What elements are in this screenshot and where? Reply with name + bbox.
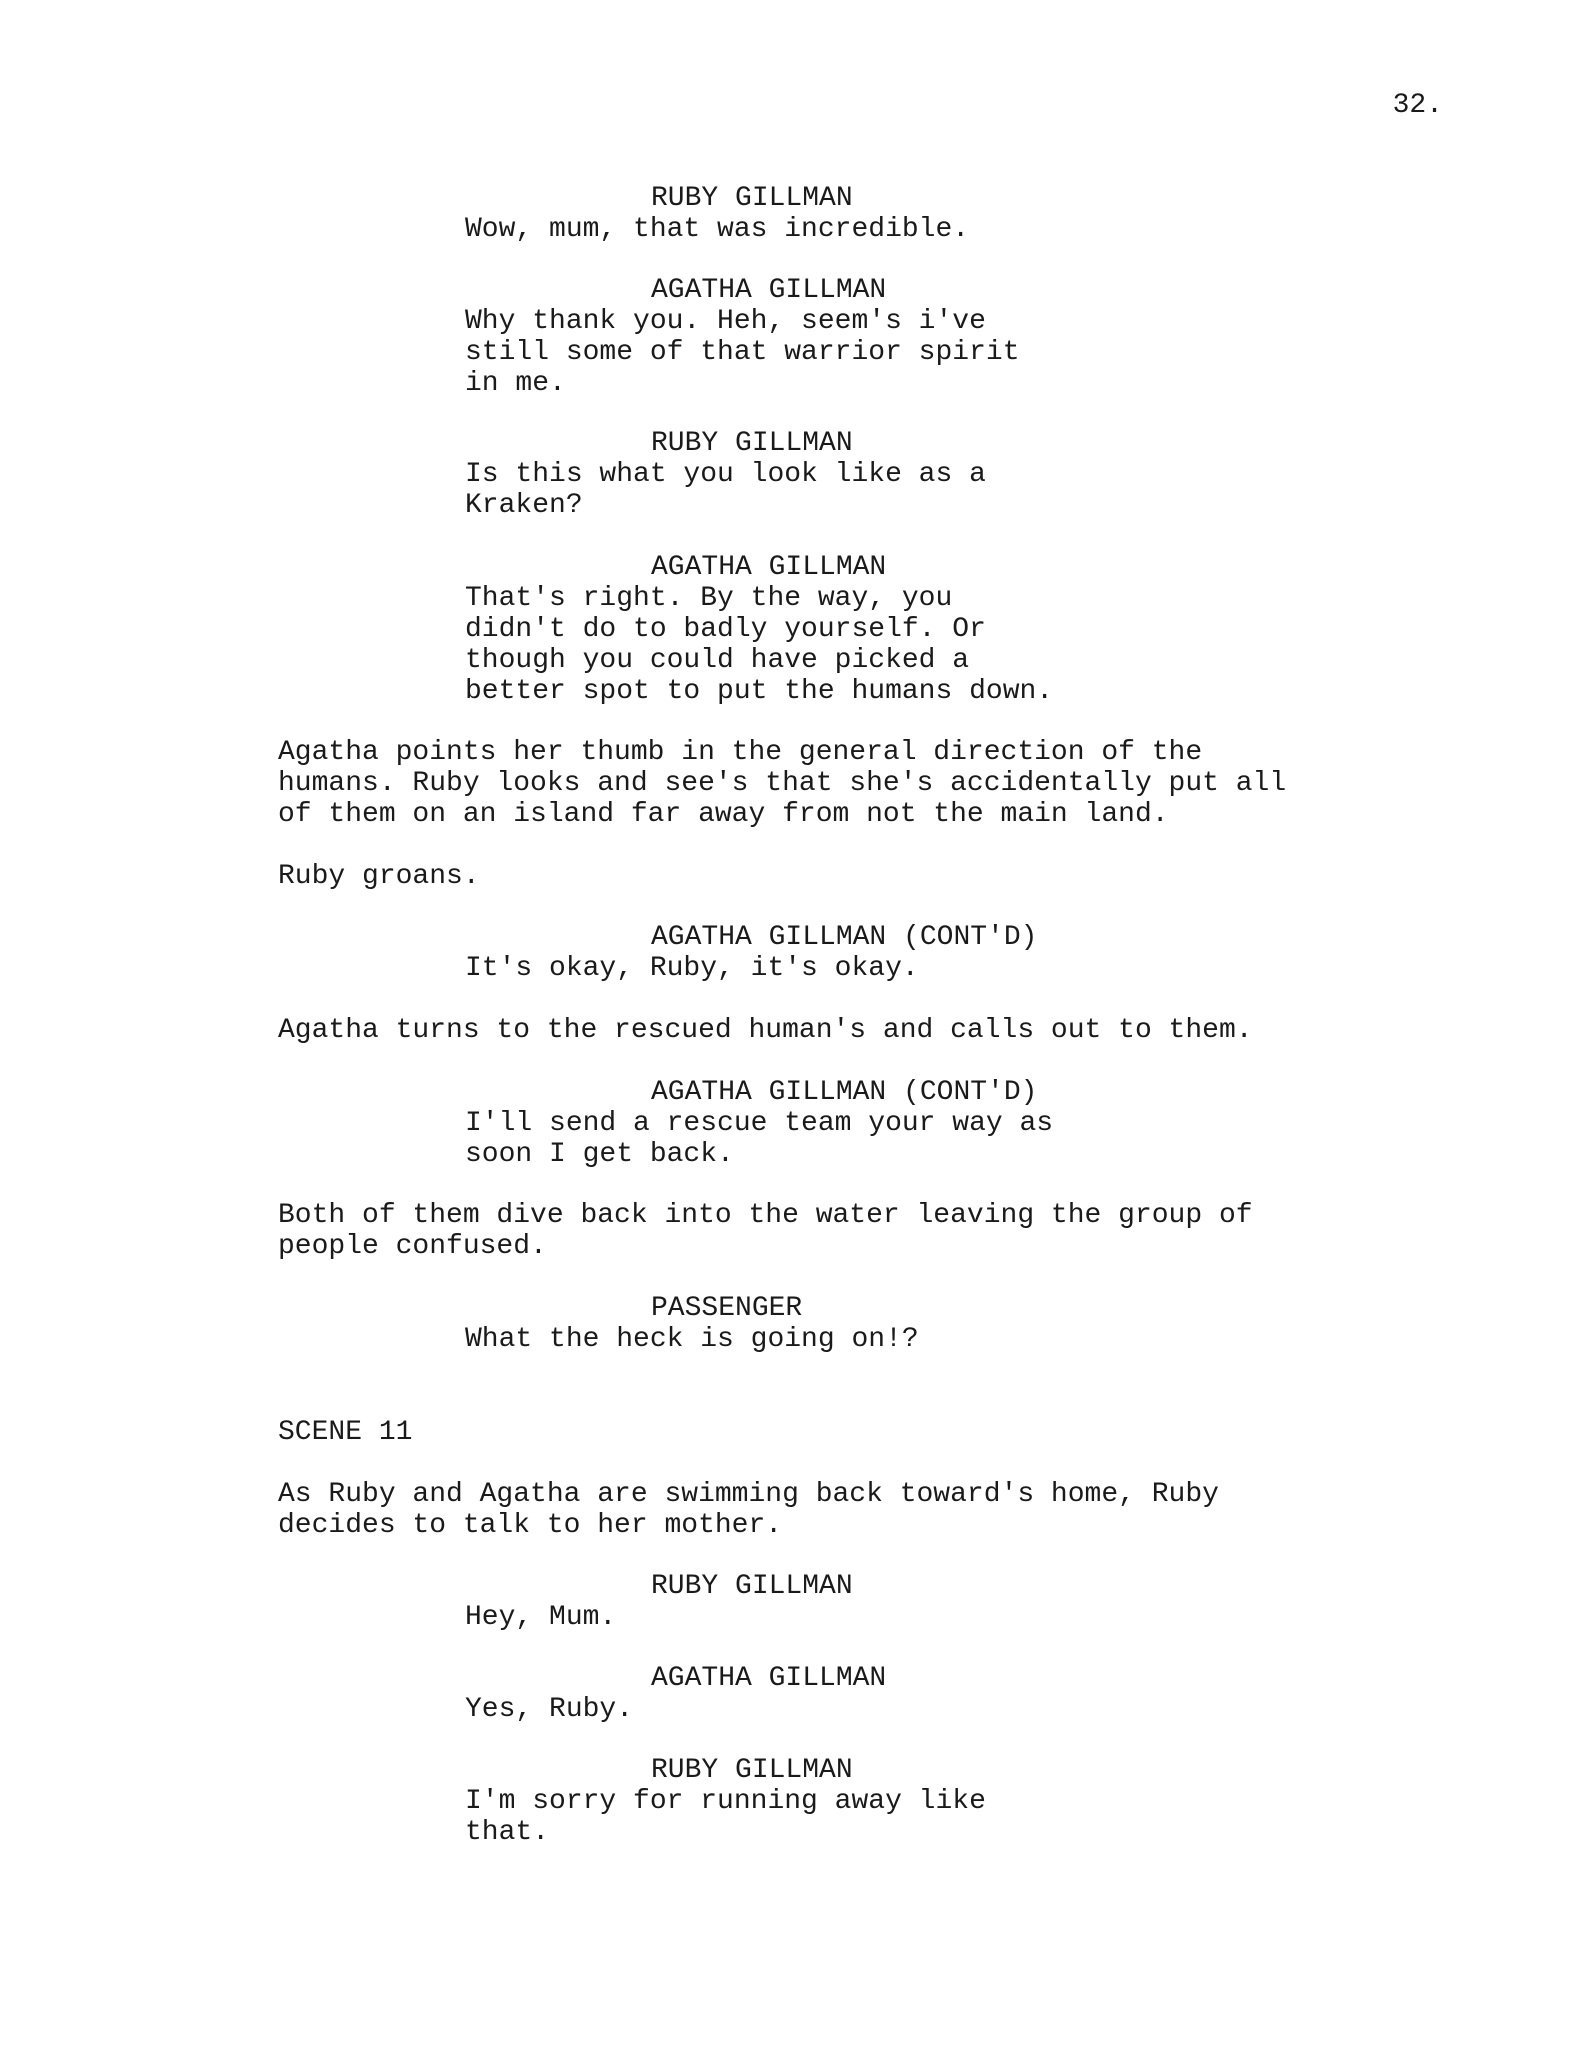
dialogue-line: Why thank you. Heh, seem's i've [465,306,986,337]
action-text [278,1479,1388,1541]
dialogue-text [465,306,1105,399]
dialogue-line: better spot to put the humans down. [465,676,1054,707]
character-name: RUBY GILLMAN [651,183,853,214]
dialogue-line: I'm sorry for running away like [465,1786,986,1817]
action-line: people confused. [278,1231,547,1262]
character-name: AGATHA GILLMAN [651,1663,887,1694]
dialogue-text [465,1602,1105,1633]
dialogue-block [0,275,1583,399]
action-line: Agatha points her thumb in the general direction of the [278,737,1203,768]
action-text [278,1015,1388,1046]
action-text [278,737,1388,830]
action-line: Ruby groans. [278,861,480,892]
action-line: of them on an island far away from not the main land. [278,799,1169,830]
dialogue-line: That's right. By the way, you [465,583,953,614]
dialogue-line: soon I get back. [465,1139,734,1170]
dialogue-line: though you could have picked a [465,645,970,676]
character-name: AGATHA GILLMAN (CONT'D) [651,922,1038,953]
dialogue-block [0,1293,1583,1355]
dialogue-block [0,922,1583,984]
dialogue-line: didn't do to badly yourself. Or [465,614,986,645]
character-name: AGATHA GILLMAN [651,275,887,306]
dialogue-text [465,583,1105,707]
dialogue-line: Yes, Ruby. [465,1694,634,1725]
character-name: AGATHA GILLMAN [651,552,887,583]
dialogue-text [465,1694,1105,1725]
dialogue-block [0,1077,1583,1170]
dialogue-block [0,428,1583,521]
dialogue-text [465,214,1105,245]
scene-heading: SCENE 11 [278,1417,413,1448]
dialogue-line: Kraken? [465,490,583,521]
character-name: RUBY GILLMAN [651,1571,853,1602]
action-line: Agatha turns to the rescued human's and calls out to them. [278,1015,1253,1046]
dialogue-block [0,1571,1583,1633]
dialogue-line: Wow, mum, that was incredible. [465,214,970,245]
action-block [0,861,1583,892]
action-line: humans. Ruby looks and see's that she's accidentally put all [278,768,1287,799]
dialogue-block [0,1755,1583,1848]
action-line: Both of them dive back into the water leaving the group of [278,1200,1253,1231]
action-line: decides to talk to her mother. [278,1510,783,1541]
dialogue-block [0,552,1583,707]
dialogue-text [465,459,1105,521]
action-text [278,861,1388,892]
action-block [0,1200,1583,1262]
dialogue-line: Is this what you look like as a [465,459,986,490]
action-block [0,1015,1583,1046]
character-name: AGATHA GILLMAN (CONT'D) [651,1077,1038,1108]
dialogue-text [465,1324,1105,1355]
dialogue-line: I'll send a rescue team your way as [465,1108,1054,1139]
action-line: As Ruby and Agatha are swimming back toward's home, Ruby [278,1479,1219,1510]
dialogue-text [465,1786,1105,1848]
action-block [0,1479,1583,1541]
dialogue-line: Hey, Mum. [465,1602,617,1633]
character-name: PASSENGER [651,1293,803,1324]
dialogue-block [0,183,1583,245]
action-text [278,1200,1388,1262]
dialogue-line: still some of that warrior spirit [465,337,1020,368]
dialogue-line: It's okay, Ruby, it's okay. [465,953,919,984]
dialogue-line: that. [465,1817,550,1848]
dialogue-block [0,1663,1583,1725]
action-block [0,737,1583,830]
dialogue-text [465,1108,1105,1170]
page-number: 32. [1392,90,1443,121]
dialogue-text [465,953,1105,984]
dialogue-line: in me. [465,368,566,399]
character-name: RUBY GILLMAN [651,428,853,459]
scene-heading-block [0,1417,1583,1448]
character-name: RUBY GILLMAN [651,1755,853,1786]
dialogue-line: What the heck is going on!? [465,1324,919,1355]
